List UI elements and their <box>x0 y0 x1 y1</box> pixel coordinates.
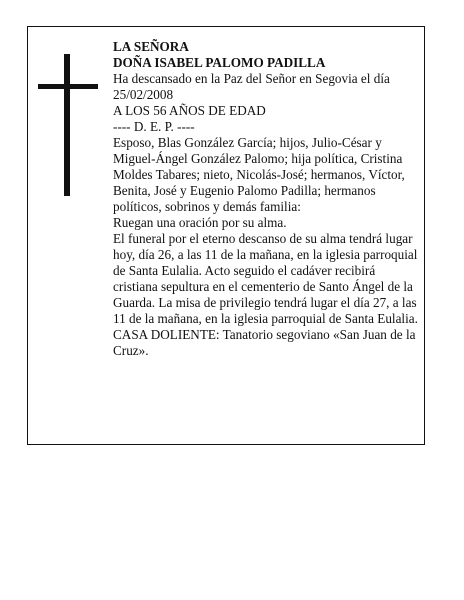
funeral-details: El funeral por el eterno descanso de su alma tendrá lugar hoy, día 26, a las 11 de la mañana, en la iglesia parroquial de Santa Eulalia. Acto seguido el cadáver recibirá cristiana sepultura en el cementerio de Santo Ángel de la Guarda. La misa de privilegio tendrá lugar el día 27, a las 11 de la mañana, en la iglesia parroquial de Santa Eulalia. <box>113 231 418 326</box>
death-line-1: Ha descansado en la Paz del Señor en Segovia el día <box>113 71 390 86</box>
mourning-house: CASA DOLIENTE: Tanatorio segoviano «San Juan de la Cruz». <box>113 327 416 358</box>
cross-horizontal-bar <box>38 84 98 89</box>
title: LA SEÑORA <box>113 39 189 54</box>
family-list: Esposo, Blas González García; hijos, Julio-César y Miguel-Ángel González Palomo; hija política, Cristina Moldes Tabares; nieto, Nicolás-José; hermanos, Víctor, Benita, José y Eugenio Palomo Padilla; hermanos políticos, sobrinos y demás familia: <box>113 135 405 214</box>
deceased-name: DOÑA ISABEL PALOMO PADILLA <box>113 55 326 70</box>
age-line: A LOS 56 AÑOS DE EDAD <box>113 103 266 118</box>
cross-vertical-bar <box>64 54 70 196</box>
obituary-text <box>113 39 423 359</box>
death-line-2: 25/02/2008 <box>113 87 174 102</box>
rip-line: ---- D. E. P. ---- <box>113 119 195 134</box>
prayer-line: Ruegan una oración por su alma. <box>113 215 287 230</box>
cross-icon <box>38 54 98 196</box>
